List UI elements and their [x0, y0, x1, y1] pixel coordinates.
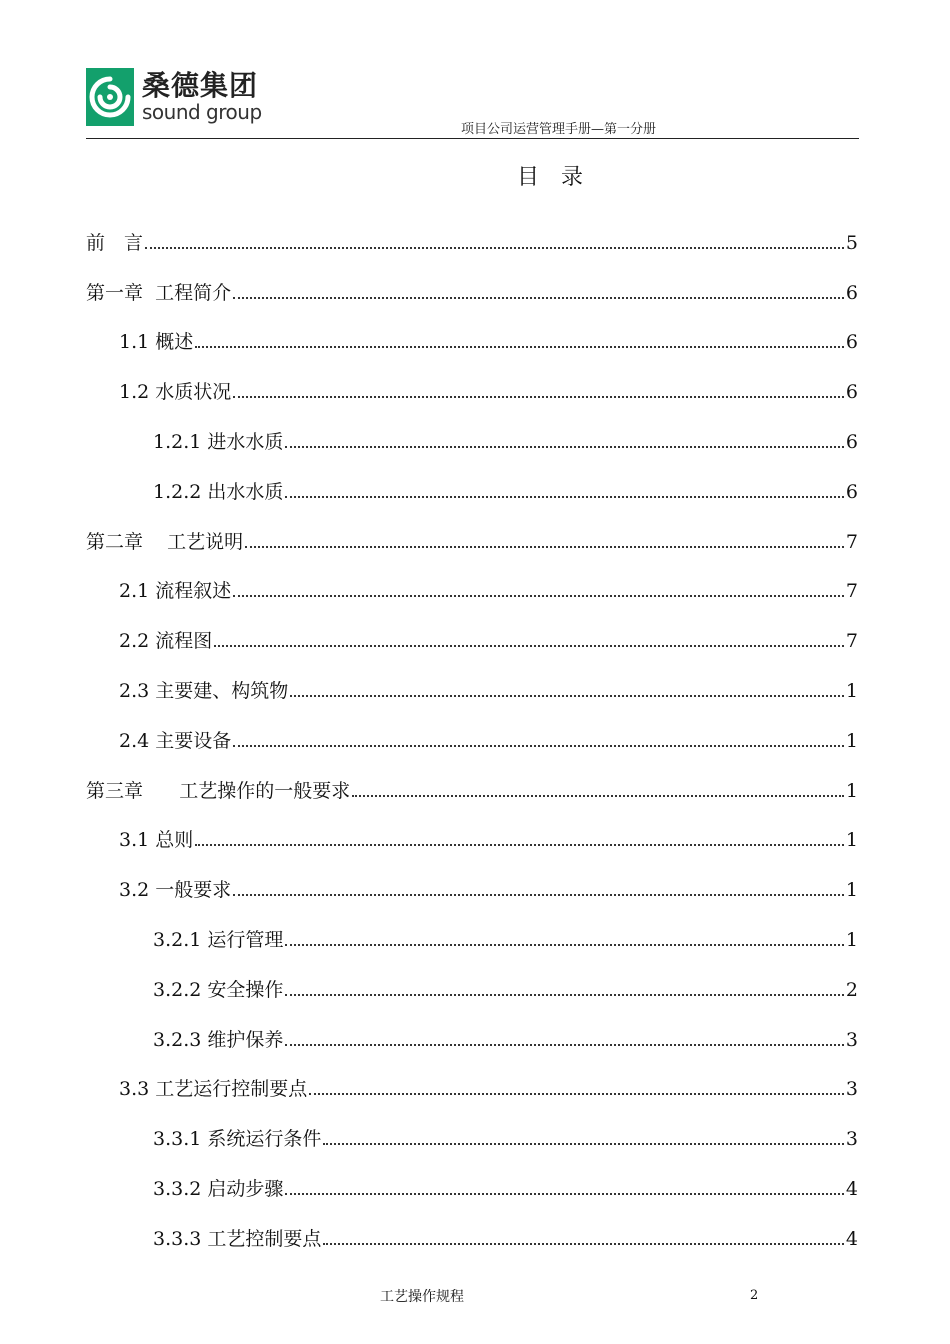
- toc-entry[interactable]: [86, 602, 858, 652]
- toc-entry-page: 5: [845, 231, 858, 254]
- toc-entry-label: 3.2.2 安全操作: [153, 978, 284, 1001]
- toc-dot-leader: [285, 994, 844, 996]
- toc-dot-leader: [285, 446, 844, 448]
- toc-entry-label: 1.2 水质状况: [119, 381, 232, 404]
- toc-entry[interactable]: [86, 304, 858, 354]
- toc-entry-label: 前 言: [86, 231, 144, 254]
- toc-entry[interactable]: [86, 752, 858, 802]
- toc-entry-label: 3.3 工艺运行控制要点: [119, 1078, 308, 1101]
- footer-title: 工艺操作规程: [380, 1289, 464, 1305]
- toc-dot-leader: [352, 795, 844, 797]
- toc-dot-leader: [195, 346, 844, 348]
- toc-entry-page: 7: [845, 580, 858, 603]
- toc-entry-page: 4: [845, 1177, 858, 1200]
- toc-entry-page: 3: [845, 1128, 858, 1151]
- page-title: 目 录: [516, 165, 583, 190]
- toc-entry[interactable]: [86, 553, 858, 603]
- toc-entry-label: 3.2 一般要求: [119, 879, 232, 902]
- page-header: [86, 66, 859, 139]
- manual-title: 项目公司运营管理手册—第一分册: [461, 122, 657, 137]
- toc-entry-label: 2.3 主要建、构筑物: [119, 679, 289, 702]
- toc-entry-page: 6: [845, 331, 858, 354]
- toc-dot-leader: [285, 944, 844, 946]
- toc-entry-page: 6: [845, 430, 858, 453]
- toc-entry-label: 3.3.2 启动步骤: [153, 1177, 284, 1200]
- toc-entry[interactable]: [86, 1150, 858, 1200]
- footer-page-number: 2: [750, 1288, 759, 1303]
- toc-dot-leader: [233, 396, 844, 398]
- toc-dot-leader: [233, 595, 844, 597]
- toc-entry-label: 1.2.2 出水水质: [153, 480, 284, 503]
- toc-entry-page: 1: [845, 779, 858, 802]
- toc-dot-leader: [323, 1243, 844, 1245]
- table-of-contents: [86, 204, 858, 1250]
- toc-entry-label: 2.4 主要设备: [119, 729, 232, 752]
- toc-entry-page: 1: [845, 928, 858, 951]
- toc-dot-leader: [195, 844, 844, 846]
- toc-entry-page: 1: [845, 829, 858, 852]
- logo-chinese-name: 桑德集团: [142, 69, 259, 102]
- toc-dot-leader: [233, 745, 844, 747]
- toc-entry-page: 3: [845, 1028, 858, 1051]
- toc-entry-page: 1: [845, 729, 858, 752]
- toc-entry[interactable]: [86, 254, 858, 304]
- toc-dot-leader: [233, 894, 844, 896]
- toc-entry-label: 第二章 工艺说明: [86, 530, 244, 553]
- toc-entry-page: 6: [845, 381, 858, 404]
- toc-entry-label: 3.2.1 运行管理: [153, 928, 284, 951]
- toc-dot-leader: [285, 496, 844, 498]
- toc-dot-leader: [214, 645, 844, 647]
- logo-english-name: sound group: [142, 100, 262, 124]
- toc-entry-page: 6: [845, 480, 858, 503]
- toc-entry[interactable]: [86, 901, 858, 951]
- toc-entry[interactable]: [86, 1051, 858, 1101]
- toc-entry[interactable]: [86, 851, 858, 901]
- toc-entry-label: 2.1 流程叙述: [119, 580, 232, 603]
- toc-entry[interactable]: [86, 1100, 858, 1150]
- toc-entry-page: 2: [845, 978, 858, 1001]
- toc-dot-leader: [285, 1193, 844, 1195]
- toc-entry-page: 7: [845, 630, 858, 653]
- toc-entry-label: 1.2.1 进水水质: [153, 430, 284, 453]
- toc-entry[interactable]: [86, 353, 858, 403]
- logo-swirl-icon: [86, 68, 134, 126]
- toc-entry-label: 3.2.3 维护保养: [153, 1028, 284, 1051]
- toc-entry-page: 4: [845, 1227, 858, 1250]
- toc-entry-label: 第一章 工程简介: [86, 281, 232, 304]
- toc-dot-leader: [323, 1143, 844, 1145]
- toc-dot-leader: [290, 695, 844, 697]
- toc-entry-label: 3.3.1 系统运行条件: [153, 1128, 322, 1151]
- toc-entry-page: 1: [845, 879, 858, 902]
- toc-dot-leader: [245, 546, 844, 548]
- toc-entry[interactable]: [86, 951, 858, 1001]
- toc-entry-label: 3.3.3 工艺控制要点: [153, 1227, 322, 1250]
- toc-entry[interactable]: [86, 204, 858, 254]
- logo-wordmark: [142, 71, 262, 123]
- toc-entry[interactable]: [86, 802, 858, 852]
- toc-entry[interactable]: [86, 702, 858, 752]
- toc-entry-label: 3.1 总则: [119, 829, 194, 852]
- toc-entry-label: 第三章 工艺操作的一般要求: [86, 779, 351, 802]
- toc-entry[interactable]: [86, 403, 858, 453]
- toc-dot-leader: [285, 1044, 844, 1046]
- toc-entry[interactable]: [86, 1001, 858, 1051]
- toc-entry-page: 7: [845, 530, 858, 553]
- toc-entry[interactable]: [86, 652, 858, 702]
- toc-dot-leader: [145, 247, 844, 249]
- toc-entry[interactable]: [86, 503, 858, 553]
- toc-entry[interactable]: [86, 453, 858, 503]
- toc-dot-leader: [309, 1093, 844, 1095]
- toc-dot-leader: [233, 297, 844, 299]
- company-logo: [86, 66, 291, 128]
- toc-entry-page: 1: [845, 679, 858, 702]
- toc-entry-label: 2.2 流程图: [119, 630, 213, 653]
- toc-entry-page: 3: [845, 1078, 858, 1101]
- toc-entry-label: 1.1 概述: [119, 331, 194, 354]
- toc-entry-page: 6: [845, 281, 858, 304]
- toc-entry[interactable]: [86, 1200, 858, 1250]
